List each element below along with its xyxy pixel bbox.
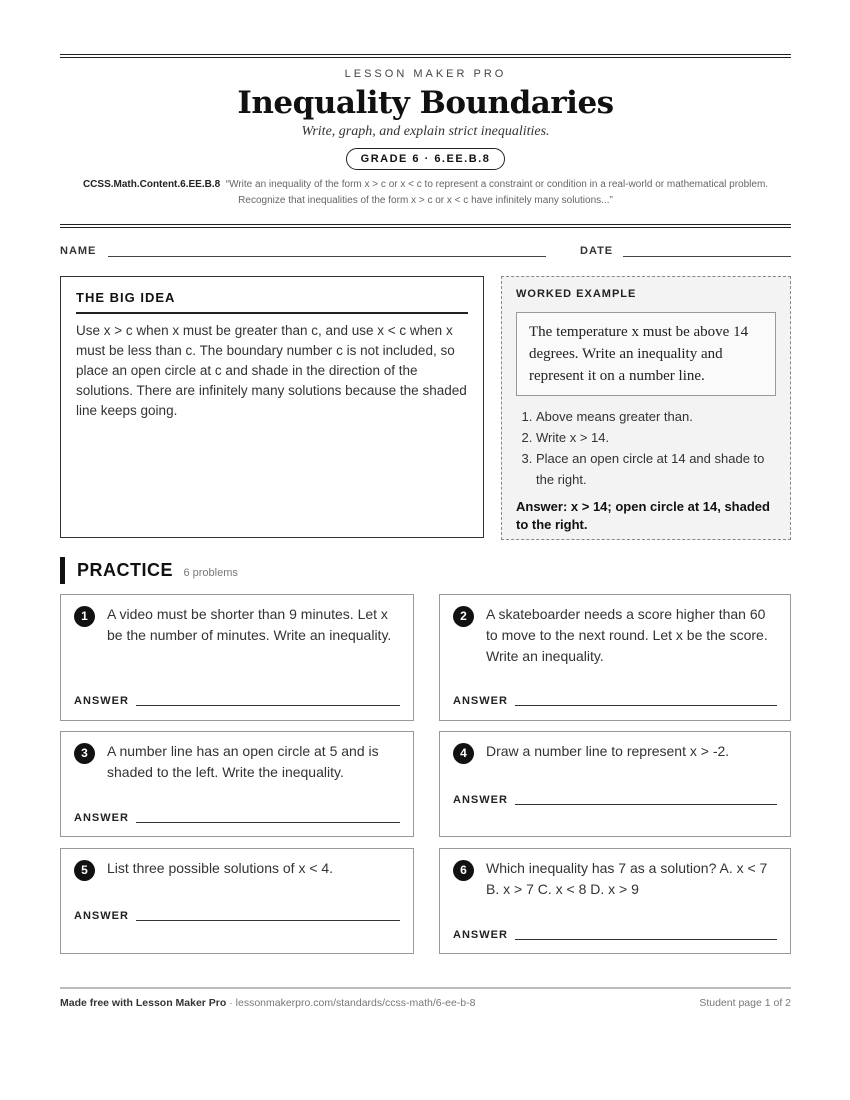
problem-text: A skateboarder needs a score higher than 60 to move to the next round. Let x be the score. Write an inequality. [486, 606, 768, 664]
footer-url: · lessonmakerpro.com/standards/ccss-math/6-ee-b-8 [226, 997, 476, 1009]
big-idea-text: Use x > c when x must be greater than c, and use x < c when x must be less than c. The boundary number c is not included, so place an open circle at c and shade in the direction of the solutions. There are infinitely many solutions because the shaded line keeps going. [76, 323, 467, 418]
problem-text: List three possible solutions of x < 4. [107, 860, 334, 876]
name-label: NAME [60, 245, 97, 257]
answer-field[interactable] [515, 804, 777, 805]
problem-text: A video must be shorter than 9 minutes. Let x be the number of minutes. Write an inequality. [107, 606, 392, 643]
problem-number-badge: 4 [453, 743, 474, 764]
grade-badge: GRADE 6 · 6.EE.B.8 [346, 148, 506, 170]
answer-field[interactable] [136, 822, 400, 823]
header [60, 57, 791, 209]
name-field[interactable] [108, 256, 546, 257]
page-footer [60, 987, 791, 1009]
answer-row [74, 910, 400, 922]
date-label: DATE [580, 245, 614, 257]
problem-text: Which inequality has 7 as a solution? A. x < 7 B. x > 7 C. x < 8 D. x > 9 [486, 860, 768, 897]
answer-label: ANSWER [453, 929, 508, 941]
answer-row [453, 929, 777, 941]
problem-card-3 [60, 731, 414, 837]
worked-step: 2. Write x > 14. [536, 427, 776, 448]
answer-row [74, 812, 400, 824]
problem-text: A number line has an open circle at 5 and is shaded to the left. Write the inequality. [107, 743, 379, 780]
answer-label: ANSWER [74, 695, 129, 707]
problem-card-4 [439, 731, 791, 837]
worked-step: 3. Place an open circle at 14 and shade to the right. [536, 448, 776, 490]
answer-field[interactable] [515, 939, 777, 940]
problem-number-badge: 6 [453, 860, 474, 881]
worked-example-heading: WORKED EXAMPLE [516, 288, 637, 300]
problem-number-badge: 5 [74, 860, 95, 881]
standard-text: “Write an inequality of the form x > c or x < c to represent a constraint or condition in a real-world or mathematical problem. Recognize that inequalities of the form x > c or x < c have infinitely many solutions...” [225, 179, 769, 206]
answer-field[interactable] [136, 705, 400, 706]
name-date-row [60, 245, 791, 259]
answer-label: ANSWER [74, 812, 129, 824]
problem-text: Draw a number line to represent x > -2. [486, 743, 730, 759]
worked-example-problem: The temperature x must be above 14 degrees. Write an inequality and represent it on a number line. [516, 312, 776, 396]
brand-name: LESSON MAKER PRO [344, 68, 507, 80]
standard-code: CCSS.Math.Content.6.EE.B.8 [82, 179, 221, 190]
answer-label: ANSWER [453, 695, 508, 707]
header-bottom-rule [60, 224, 791, 228]
worked-example-steps [516, 406, 776, 490]
answer-row [453, 794, 777, 806]
answer-label: ANSWER [453, 794, 508, 806]
answer-row [453, 695, 777, 707]
problem-card-5 [60, 848, 414, 954]
problem-card-1 [60, 594, 414, 721]
answer-label: ANSWER [74, 910, 129, 922]
date-field[interactable] [623, 256, 791, 257]
big-idea-box [60, 276, 484, 538]
problem-number-badge: 1 [74, 606, 95, 627]
practice-count: 6 problems [183, 567, 238, 579]
practice-title: PRACTICE [77, 560, 174, 580]
page-title: Inequality Boundaries [237, 85, 614, 121]
problem-card-2 [439, 594, 791, 721]
page-subtitle: Write, graph, and explain strict inequalities. [301, 124, 550, 139]
answer-field[interactable] [136, 920, 400, 921]
worked-example-answer: Answer: x > 14; open circle at 14, shaded to the right. [516, 499, 770, 532]
practice-heading [60, 557, 238, 584]
worked-example-box [501, 276, 791, 540]
standard-description [80, 177, 771, 209]
problem-number-badge: 2 [453, 606, 474, 627]
footer-page-number: Student page 1 of 2 [699, 997, 791, 1009]
big-idea-heading: THE BIG IDEA [76, 290, 468, 314]
problem-number-badge: 3 [74, 743, 95, 764]
answer-row [74, 695, 400, 707]
answer-field[interactable] [515, 705, 777, 706]
problem-card-6 [439, 848, 791, 954]
worked-step: 1. Above means greater than. [536, 406, 776, 427]
footer-credit: Made free with Lesson Maker Pro [60, 997, 227, 1009]
